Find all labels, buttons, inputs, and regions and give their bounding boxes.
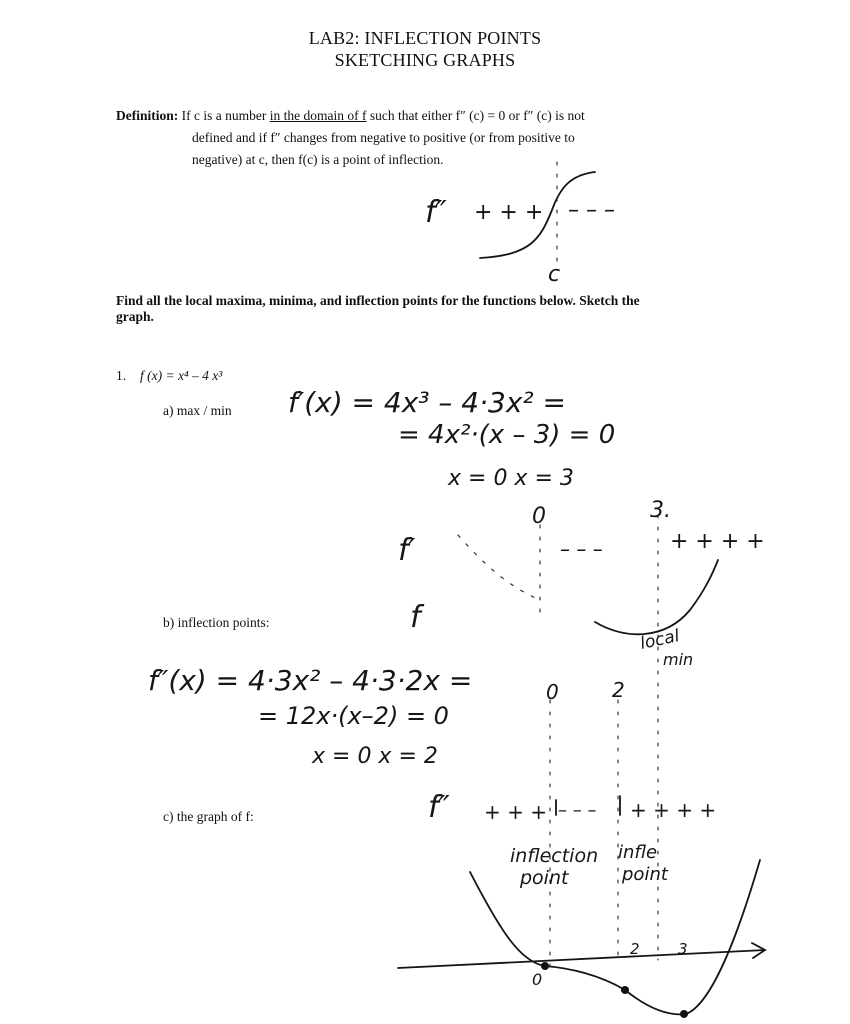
graph-curve	[470, 860, 760, 1014]
sign-three: 3.	[650, 498, 671, 523]
definition-underlined: in the domain of f	[269, 108, 367, 123]
page-subtitle: SKETCHING GRAPHS	[334, 50, 516, 70]
sign-zero: 0	[532, 504, 546, 529]
part-c-label: c) the graph of f:	[163, 809, 254, 824]
sign-fpp-plus-1: + + +	[484, 800, 547, 824]
graph-point-origin	[541, 962, 549, 970]
graph-point-min	[680, 1010, 688, 1018]
fdoubleprime-roots: x = 0 x = 2	[312, 744, 438, 769]
sketch-plus-signs: + + +	[474, 200, 544, 225]
fprime-line2: = 4x²·(x – 3) = 0	[398, 420, 616, 450]
fprime-line1: f′(x) = 4x³ – 4·3x² =	[288, 386, 566, 419]
sketch-s-curve	[480, 172, 595, 258]
inflection-label-b: point	[520, 867, 569, 889]
sign-fprime-label: f′	[398, 533, 416, 568]
part-b-label: b) inflection points:	[163, 615, 270, 630]
fprime-roots: x = 0 x = 3	[448, 466, 574, 491]
problem-number: 1.	[116, 368, 127, 383]
page-title: LAB2: INFLECTION POINTS	[308, 28, 542, 48]
fpp-sign-zero: 0	[546, 680, 559, 704]
instructions-line1: Find all the local maxima, minima, and inflection points for the functions below. Sketch the	[116, 293, 640, 308]
sign-fprime-plus: + + + +	[670, 529, 765, 554]
part-a-label: a) max / min	[163, 403, 232, 418]
instructions-line2: graph.	[116, 309, 154, 324]
definition-line3: negative) at c, then f(c) is a point of inflection.	[192, 152, 444, 167]
graph-origin-label: 0	[532, 970, 543, 989]
sign-fpp-plus-2: + + + +	[630, 798, 717, 822]
definition-text-b: such that either f″ (c) = 0 or f″ (c) is not	[369, 108, 585, 123]
sign-fpp-minus: – – –	[558, 800, 597, 821]
inflection-label-a: inflection	[510, 845, 599, 867]
definition-text-a: If c is a number	[181, 108, 267, 123]
sign-fprime-minus: – – –	[560, 537, 603, 561]
graph-tick-3: 3	[678, 940, 688, 958]
problem-function: f (x) = x⁴ – 4 x³	[140, 368, 223, 383]
local-min-label-2: min	[663, 650, 694, 669]
inflection2-label-b: point	[622, 864, 668, 885]
graph-point-inflection	[621, 986, 629, 994]
definition-label: Definition:	[116, 108, 179, 123]
sketch-minus-signs: – – –	[568, 198, 615, 223]
fdoubleprime-line2: = 12x·(x–2) = 0	[258, 702, 449, 730]
local-min-label: local	[638, 626, 682, 654]
sign-fpp-label: f″	[428, 790, 450, 825]
graph-tick-2: 2	[630, 940, 640, 958]
inflection2-label-a: infle	[618, 842, 658, 863]
fdoubleprime-line1: f″(x) = 4·3x² – 4·3·2x =	[148, 664, 473, 697]
fpp-sign-two: 2	[612, 678, 625, 702]
sketch-c-label: c	[548, 262, 561, 287]
graph-x-axis	[398, 950, 765, 968]
fprime-dashed-curve	[458, 535, 540, 600]
definition-line2: defined and if f″ changes from negative to positive (or from positive to	[192, 130, 575, 145]
local-min-curve	[595, 560, 718, 634]
sign-f-label: f	[410, 600, 421, 635]
sketch-fpp-label: f″	[425, 195, 447, 230]
